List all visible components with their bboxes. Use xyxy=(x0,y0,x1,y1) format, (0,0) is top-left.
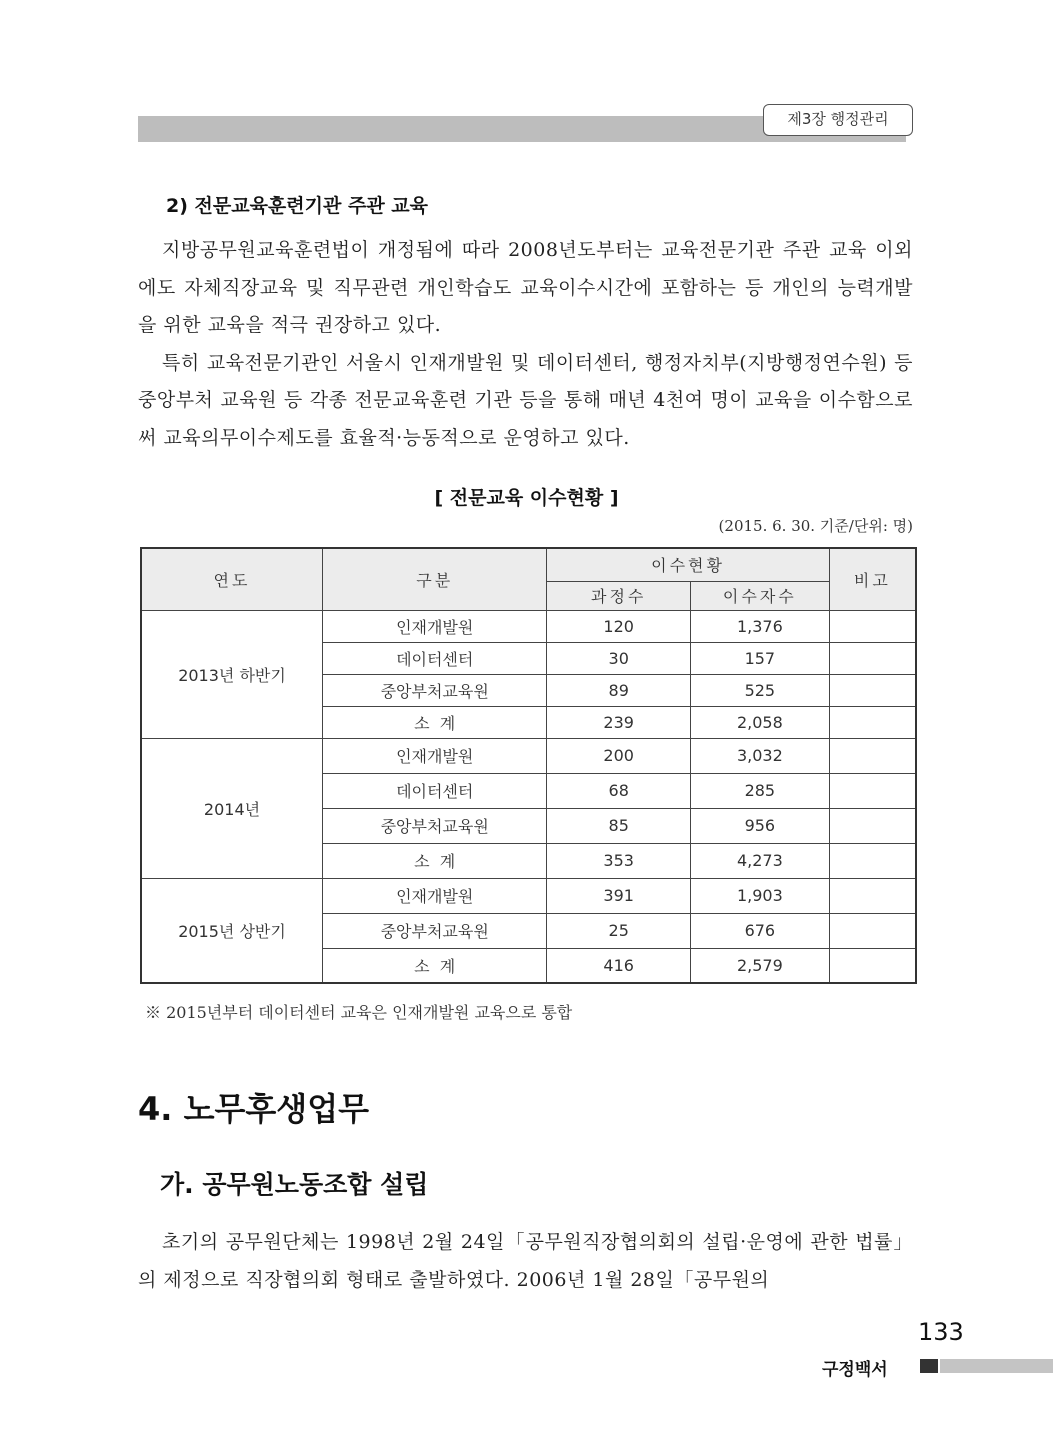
courses-cell: 25 xyxy=(547,913,691,948)
paragraph: 특히 교육전문기관인 서울시 인재개발원 및 데이터센터, 행정자치부(지방행정연수원) 등 중앙부처 교육원 등 각종 전문교육훈련 기관 등을 통해 매년 4천여 명이 교육을 이수함으로써 교육의무이수제도를 효율적·능동적으로 운영하고 있다. xyxy=(138,351,913,449)
education-table xyxy=(140,547,917,984)
persons-cell: 4,273 xyxy=(691,843,830,878)
year-cell: 2015년 상반기 xyxy=(141,878,323,983)
year-cell: 2013년 하반기 xyxy=(141,610,323,738)
remarks-cell xyxy=(829,706,916,738)
table-footnote: ※ 2015년부터 데이터센터 교육은 인재개발원 교육으로 통합 xyxy=(145,1003,573,1022)
body-text xyxy=(138,232,913,457)
category-cell: 인재개발원 xyxy=(323,610,547,642)
category-cell: 중앙부처교육원 xyxy=(323,913,547,948)
persons-cell: 157 xyxy=(691,642,830,674)
subsection-heading: 2) 전문교육훈련기관 주관 교육 xyxy=(166,195,428,217)
persons-cell: 525 xyxy=(691,674,830,706)
courses-cell: 239 xyxy=(547,706,691,738)
subsection-title: 가. 공무원노동조합 설립 xyxy=(160,1170,429,1199)
remarks-cell xyxy=(829,773,916,808)
courses-cell: 89 xyxy=(547,674,691,706)
remarks-cell xyxy=(829,948,916,983)
header-persons: 이수자수 xyxy=(691,581,830,610)
courses-cell: 68 xyxy=(547,773,691,808)
book-title: 구정백서 xyxy=(822,1360,888,1380)
year-cell: 2014년 xyxy=(141,738,323,878)
page-number: 133 xyxy=(918,1318,964,1346)
table-title: [ 전문교육 이수현황 ] xyxy=(434,487,619,509)
header-remarks: 비고 xyxy=(829,548,916,610)
category-cell: 인재개발원 xyxy=(323,878,547,913)
table-note: (2015. 6. 30. 기준/단위: 명) xyxy=(718,517,913,535)
category-cell: 중앙부처교육원 xyxy=(323,808,547,843)
courses-cell: 200 xyxy=(547,738,691,773)
header-category: 구분 xyxy=(323,548,547,610)
category-cell: 중앙부처교육원 xyxy=(323,674,547,706)
paragraph: 초기의 공무원단체는 1998년 2월 24일「공무원직장협의회의 설립·운영에 관한 법률」의 제정으로 직장협의회 형태로 출발하였다. 2006년 1월 28일「공무원의 xyxy=(138,1231,913,1291)
persons-cell: 2,058 xyxy=(691,706,830,738)
category-cell: 소 계 xyxy=(323,948,547,983)
remarks-cell xyxy=(829,878,916,913)
table-row xyxy=(141,738,916,773)
remarks-cell xyxy=(829,913,916,948)
persons-cell: 285 xyxy=(691,773,830,808)
category-cell: 소 계 xyxy=(323,843,547,878)
courses-cell: 85 xyxy=(547,808,691,843)
category-cell: 데이터센터 xyxy=(323,642,547,674)
persons-cell: 676 xyxy=(691,913,830,948)
remarks-cell xyxy=(829,674,916,706)
courses-cell: 353 xyxy=(547,843,691,878)
header-status: 이수현황 xyxy=(547,548,829,581)
table-row xyxy=(141,610,916,642)
category-cell: 데이터센터 xyxy=(323,773,547,808)
header-year: 연도 xyxy=(141,548,323,610)
table-row xyxy=(141,878,916,913)
courses-cell: 30 xyxy=(547,642,691,674)
courses-cell: 120 xyxy=(547,610,691,642)
persons-cell: 1,903 xyxy=(691,878,830,913)
persons-cell: 2,579 xyxy=(691,948,830,983)
remarks-cell xyxy=(829,843,916,878)
footer-bar xyxy=(940,1359,1053,1373)
footer-marker xyxy=(920,1359,938,1373)
remarks-cell xyxy=(829,610,916,642)
remarks-cell xyxy=(829,642,916,674)
persons-cell: 956 xyxy=(691,808,830,843)
paragraph: 지방공무원교육훈련법이 개정됨에 따라 2008년도부터는 교육전문기관 주관 교육 이외에도 자체직장교육 및 직무관련 개인학습도 교육이수시간에 포함하는 등 개인의 능력개발을 위한 교육을 적극 권장하고 있다. xyxy=(138,239,913,336)
body-text xyxy=(138,1224,913,1299)
section-title: 4. 노무후생업무 xyxy=(138,1090,370,1128)
category-cell: 소 계 xyxy=(323,706,547,738)
remarks-cell xyxy=(829,738,916,773)
courses-cell: 416 xyxy=(547,948,691,983)
persons-cell: 3,032 xyxy=(691,738,830,773)
courses-cell: 391 xyxy=(547,878,691,913)
persons-cell: 1,376 xyxy=(691,610,830,642)
remarks-cell xyxy=(829,808,916,843)
header-courses: 과정수 xyxy=(547,581,691,610)
category-cell: 인재개발원 xyxy=(323,738,547,773)
chapter-tab: 제3장 행정관리 xyxy=(763,104,913,136)
